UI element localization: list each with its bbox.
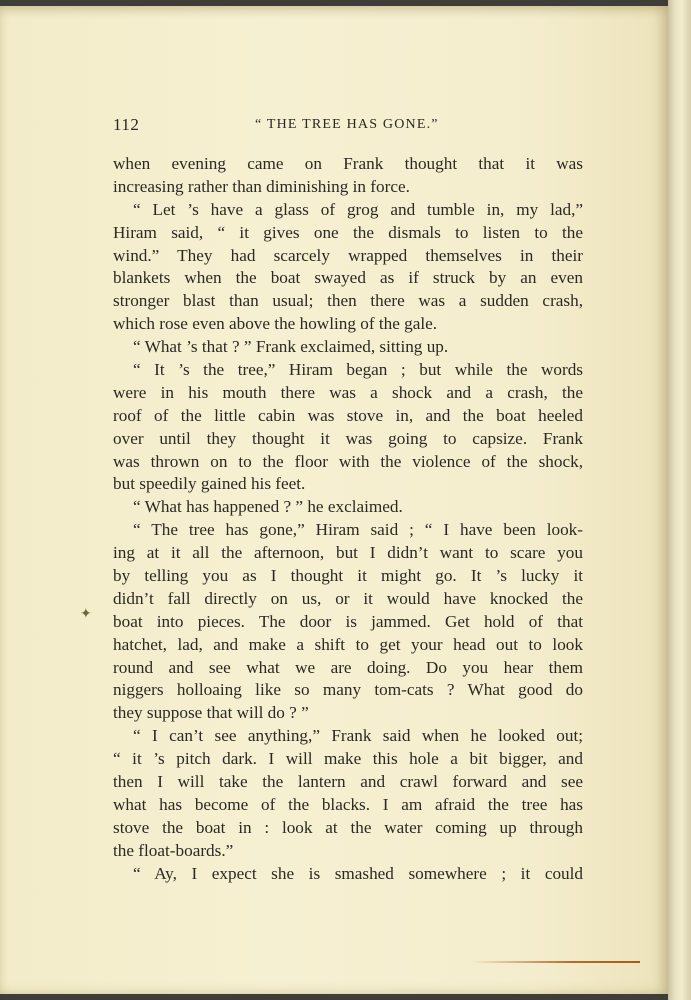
- text-line: roof of the little cabin was stove in, and the boat heeled: [113, 405, 583, 425]
- margin-mark: ✦: [80, 607, 92, 622]
- text-line: the float-boards.”: [113, 840, 234, 860]
- text-line: over until they thought it was going to capsize. Frank: [113, 428, 583, 448]
- text-line: stove the boat in : look at the water coming up through: [113, 817, 583, 837]
- text-line: “ Ay, I expect she is smashed somewhere ; it could: [133, 863, 583, 883]
- text-line: “ Let ’s have a glass of grog and tumble in, my lad,”: [133, 199, 583, 219]
- text-line: were in his mouth there was a shock and a crash, the: [113, 382, 583, 402]
- text-line: but speedily gained his feet.: [113, 474, 306, 494]
- text-line: they suppose that will do ? ”: [113, 703, 309, 723]
- text-line: what has become of the blacks. I am afraid the tree has: [113, 794, 583, 814]
- text-line: hatchet, lad, and make a shift to get your head out to look: [113, 634, 583, 654]
- text-line: Hiram said, “ it gives one the dismals to listen to the: [113, 222, 583, 242]
- text-line: by telling you as I thought it might go. It ’s lucky it: [113, 566, 583, 586]
- text-line: increasing rather than diminishing in force.: [113, 176, 410, 196]
- text-line: “ What has happened ? ” he exclaimed.: [133, 497, 403, 517]
- running-head: “ THE TREE HAS GONE.”: [255, 117, 439, 132]
- text-line: didn’t fall directly on us, or it would have knocked the: [113, 588, 583, 608]
- text-line: round and see what we are doing. Do you hear them: [113, 657, 583, 677]
- text-line: then I will take the lantern and crawl forward and see: [113, 772, 583, 792]
- body-text: [113, 153, 583, 886]
- text-line: blankets when the boat swayed as if struck by an even: [113, 268, 583, 288]
- page-number: 112: [113, 115, 140, 134]
- text-line: when evening came on Frank thought that it was: [113, 154, 583, 173]
- text-line: boat into pieces. The door is jammed. Get hold of that: [113, 611, 583, 631]
- text-line: was thrown on to the floor with the violence of the shock,: [113, 451, 583, 471]
- page-edge: [668, 0, 691, 1000]
- text-line: “ It ’s the tree,” Hiram began ; but while the words: [133, 360, 583, 380]
- text-line: “ it ’s pitch dark. I will make this hole a bit bigger, and: [113, 749, 583, 769]
- text-line: stronger blast than usual; then there was a sudden crash,: [113, 291, 583, 311]
- text-line: ing at it all the afternoon, but I didn’t want to scare you: [113, 543, 583, 563]
- text-line: which rose even above the howling of the gale.: [113, 314, 438, 334]
- text-line: niggers holloaing like so many tom-cats ? What good do: [113, 680, 583, 700]
- text-line: wind.” They had scarcely wrapped themselves in their: [113, 245, 583, 265]
- text-line: “ What ’s that ? ” Frank exclaimed, sitting up.: [133, 337, 449, 357]
- page-header: [113, 115, 583, 139]
- bottom-rule: [470, 961, 640, 963]
- text-line: “ I can’t see anything,” Frank said when he looked out;: [133, 726, 583, 746]
- text-line: “ The tree has gone,” Hiram said ; “ I have been look-: [133, 520, 583, 540]
